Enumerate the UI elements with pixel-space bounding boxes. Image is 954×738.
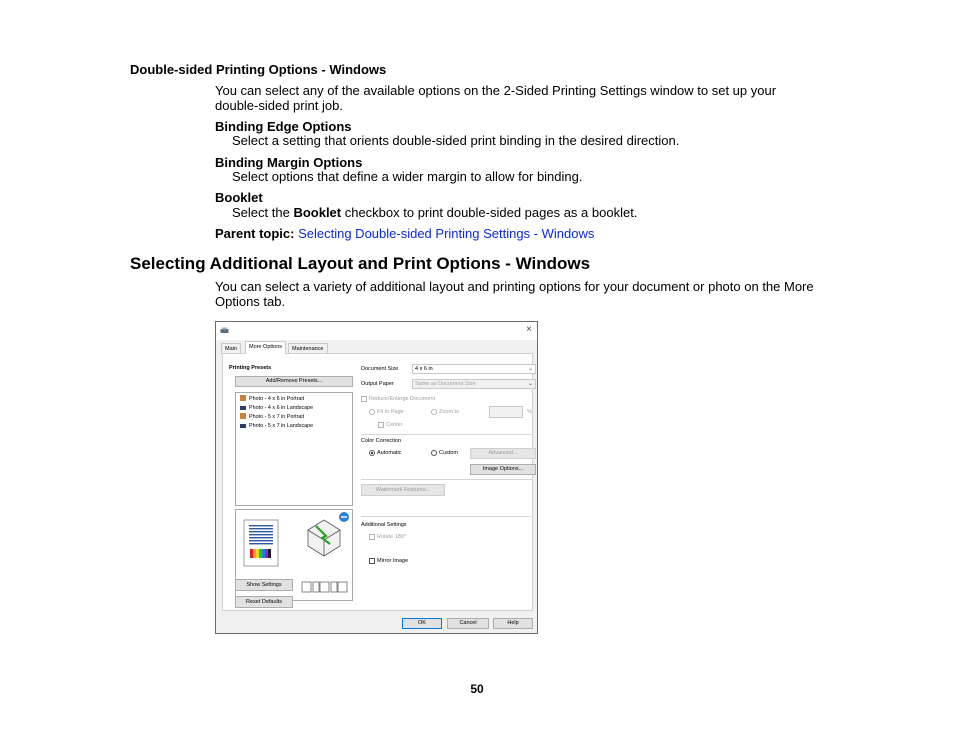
landscape-photo-icon xyxy=(240,424,246,428)
custom-radio[interactable] xyxy=(431,450,437,456)
list-item[interactable]: Photo - 5 x 7 in Portrait xyxy=(240,413,304,422)
custom-label: Custom xyxy=(439,450,458,456)
ok-button[interactable]: OK xyxy=(402,618,442,629)
list-item[interactable]: Photo - 5 x 7 in Landscape xyxy=(240,422,313,431)
tab-more-options[interactable]: More Options xyxy=(245,341,286,354)
divider xyxy=(361,516,533,517)
output-paper-label: Output Paper xyxy=(361,381,394,387)
subheading: Double-sided Printing Options - Windows xyxy=(130,62,387,77)
list-item[interactable]: Photo - 4 x 6 in Portrait xyxy=(240,395,304,404)
show-settings-button[interactable]: Show Settings xyxy=(235,579,293,591)
booklet-desc: Select the Booklet checkbox to print double-sided pages as a booklet. xyxy=(232,205,638,220)
center-label: Center xyxy=(386,422,403,428)
intro-line-1: You can select any of the available options on the 2-Sided Printing Settings window to set up your xyxy=(215,83,777,98)
title-bar xyxy=(216,322,537,340)
tab-main[interactable]: Main xyxy=(221,343,241,354)
color-correction-label: Color Correction xyxy=(361,438,402,444)
section-heading: Selecting Additional Layout and Print Options - Windows xyxy=(130,254,591,273)
more-options-pane xyxy=(222,353,533,611)
printing-presets-label: Printing Presets xyxy=(229,365,272,371)
output-paper-select[interactable]: Same as Document Size ⌄ xyxy=(412,379,536,389)
divider xyxy=(361,434,533,435)
binding-margin-desc: Select options that define a wider margin to allow for binding. xyxy=(232,169,583,184)
binding-edge-title: Binding Edge Options xyxy=(215,119,352,134)
portrait-photo-icon xyxy=(240,413,246,419)
rotate-180-checkbox[interactable] xyxy=(369,534,375,540)
booklet-title: Booklet xyxy=(215,190,263,205)
advanced-button[interactable]: Advanced... xyxy=(470,448,536,459)
add-remove-presets-button[interactable]: Add/Remove Presets... xyxy=(235,376,353,387)
mirror-image-label: Mirror Image xyxy=(377,558,409,564)
page-number: 50 xyxy=(470,682,484,696)
document-size-label: Document Size xyxy=(361,366,399,372)
landscape-photo-icon xyxy=(240,406,246,410)
automatic-label: Automatic xyxy=(377,450,402,456)
fit-to-page-label: Fit to Page xyxy=(377,409,404,415)
binding-margin-title: Binding Margin Options xyxy=(215,155,363,170)
zoom-to-radio[interactable] xyxy=(431,409,437,415)
parent-topic-link[interactable]: Selecting Double-sided Printing Settings - Windows xyxy=(298,226,595,241)
automatic-radio[interactable] xyxy=(369,450,375,456)
close-button[interactable]: × xyxy=(526,324,532,335)
body-line-1: You can select a variety of additional layout and printing options for your document or photo on the More xyxy=(215,279,814,294)
list-item[interactable]: Photo - 4 x 6 in Landscape xyxy=(240,404,313,413)
reduce-enlarge-checkbox[interactable] xyxy=(361,396,367,402)
zoom-unit-label: % xyxy=(527,409,532,415)
watermark-features-button[interactable]: Watermark Features... xyxy=(361,484,445,496)
body-line-2: Options tab. xyxy=(215,294,286,309)
more-options-dialog xyxy=(215,321,538,634)
chevron-down-icon: ⌄ xyxy=(527,366,533,372)
image-options-button[interactable]: Image Options... xyxy=(470,464,536,475)
portrait-photo-icon xyxy=(240,395,246,401)
parent-topic: Parent topic: Selecting Double-sided Printing Settings - Windows xyxy=(215,226,595,241)
additional-settings-label: Additional Settings xyxy=(361,522,407,528)
printer-icon xyxy=(220,327,229,334)
reset-defaults-button[interactable]: Reset Defaults xyxy=(235,596,293,608)
tab-maintenance[interactable]: Maintenance xyxy=(288,343,328,354)
center-checkbox[interactable] xyxy=(378,422,384,428)
rotate-180-label: Rotate 180° xyxy=(377,534,407,540)
cancel-button[interactable]: Cancel xyxy=(447,618,489,629)
reduce-enlarge-label: Reduce/Enlarge Document xyxy=(369,396,436,402)
zoom-value-stepper[interactable] xyxy=(489,406,523,418)
divider xyxy=(361,479,533,480)
chevron-down-icon: ⌄ xyxy=(527,381,533,387)
document-size-select[interactable]: 4 x 6 in ⌄ xyxy=(412,364,536,374)
help-button[interactable]: Help xyxy=(493,618,533,629)
presets-list[interactable] xyxy=(235,392,353,506)
zoom-to-label: Zoom to xyxy=(439,409,460,415)
intro-line-2: double-sided print job. xyxy=(215,98,343,113)
mirror-image-checkbox[interactable] xyxy=(369,558,375,564)
binding-edge-desc: Select a setting that orients double-sided print binding in the desired direction. xyxy=(232,133,680,148)
fit-to-page-radio[interactable] xyxy=(369,409,375,415)
